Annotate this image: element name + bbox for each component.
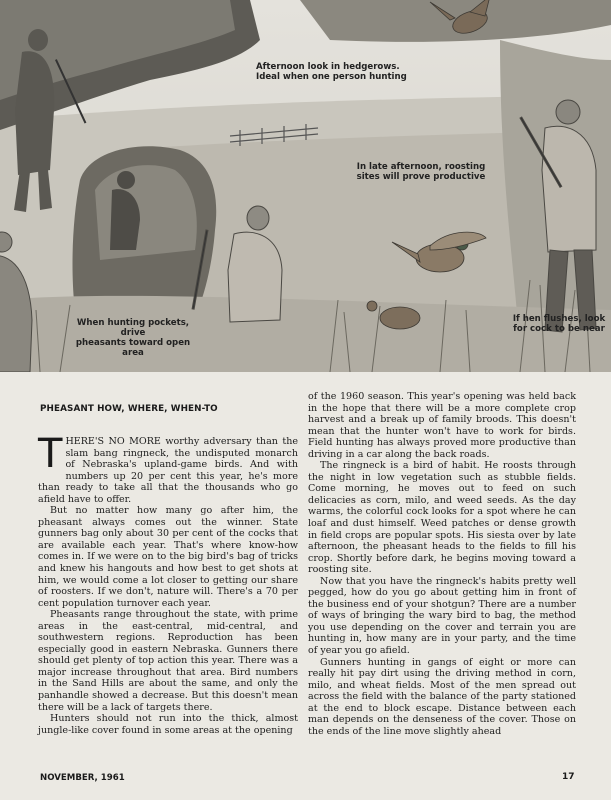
article-paragraph: The ringneck is a bird of habit. He roosts through the night in low vegetation such as stubble fields. Come morning, he moves out to feed on such delicacies as corn, milo, and weed seeds. As the day warms, the colorful cock looks for a spot where he can loaf and dust himself. Weed patches or dense growth in field crops are popular spots. His siesta over by late afternoon, the pheasant heads to the fields to fill his crop. Shortly before dark, he begins moving toward a roosting site.: [308, 460, 576, 576]
caption-roosting: In late afternoon, roosting sites will prove productive: [356, 162, 486, 182]
article-paragraph: of the 1960 season. This year's opening was held back in the hope that there will be a more complete crop harvest and a break up of family broods. This doesn't mean that the hunter won't have to work for birds. Field hunting has always proved more productive than driving in a car along the back roads.: [308, 391, 576, 460]
article-paragraph: Now that you have the ringneck's habits pretty well pegged, how do you go about getting him in front of the business end of your shotgun? There are a number of ways of bringing the wary bird to bag, the method you use depending on the cover and terrain you are hunting in, how many are in your party, and the time of year you go afield.: [308, 575, 576, 657]
article-paragraph: Pheasants range throughout the state, with prime areas in the east-central, mid-central, and southwestern regions. Reproduction has been especially good in eastern Nebraska. Gunners there should get plenty of top action this year. There was a major increase throughout that area. Bird numbers in the Sand Hills are about the same, and only the panhandle showed a decrease. But this doesn't mean there will be a lack of targets there.: [38, 609, 298, 713]
article-paragraph: [38, 431, 298, 505]
lead-caps: HERE'S NO MORE: [65, 436, 161, 447]
drop-cap: T: [38, 431, 63, 477]
article-paragraph: Hunters should not run into the thick, almost jungle-like cover found in some areas at the opening: [38, 713, 298, 736]
article-column-right: [308, 391, 576, 737]
caption-hedgerows: Afternoon look in hedgerows. Ideal when one person hunting: [256, 62, 407, 82]
article-title: PHEASANT HOW, WHERE, WHEN-TO: [40, 404, 218, 414]
article-paragraph: Gunners hunting in gangs of eight or more can really hit pay dirt using the driving method in corn, milo, and wheat fields. Most of the men spread out across the field with the balance of the party stationed at the end to block escape. Distance between each man depends on the denseness of the cover. Those on the ends of the line move slightly ahead: [308, 656, 576, 737]
issue-date: NOVEMBER, 1961: [40, 773, 125, 783]
caption-hen: If hen flushes, look for cock to be near: [512, 314, 606, 334]
paragraph-text: worthy adversary than the slam bang ringneck, the undisputed monarch of Nebraska's upland-game birds. And with numbers up 20 per cent this year, he's more than ready to take all that the thousands who go afield have to offer.: [38, 436, 298, 505]
caption-pockets: When hunting pockets, drive pheasants toward open area: [75, 318, 191, 358]
article-paragraph: But no matter how many go after him, the pheasant always comes out the winner. State gunners bag only about 30 per cent of the cocks that are available each year. That's where know-how comes in. If we were on to the big bird's bag of tricks and knew his hangouts and how best to get shots at him, we would come a lot closer to getting our share of roosters. If we don't, nature will. There's a 70 per cent population turnover each year.: [38, 505, 298, 609]
article-column-left: [38, 431, 298, 736]
hunting-illustration: [0, 0, 611, 372]
page-number: 17: [562, 772, 575, 782]
